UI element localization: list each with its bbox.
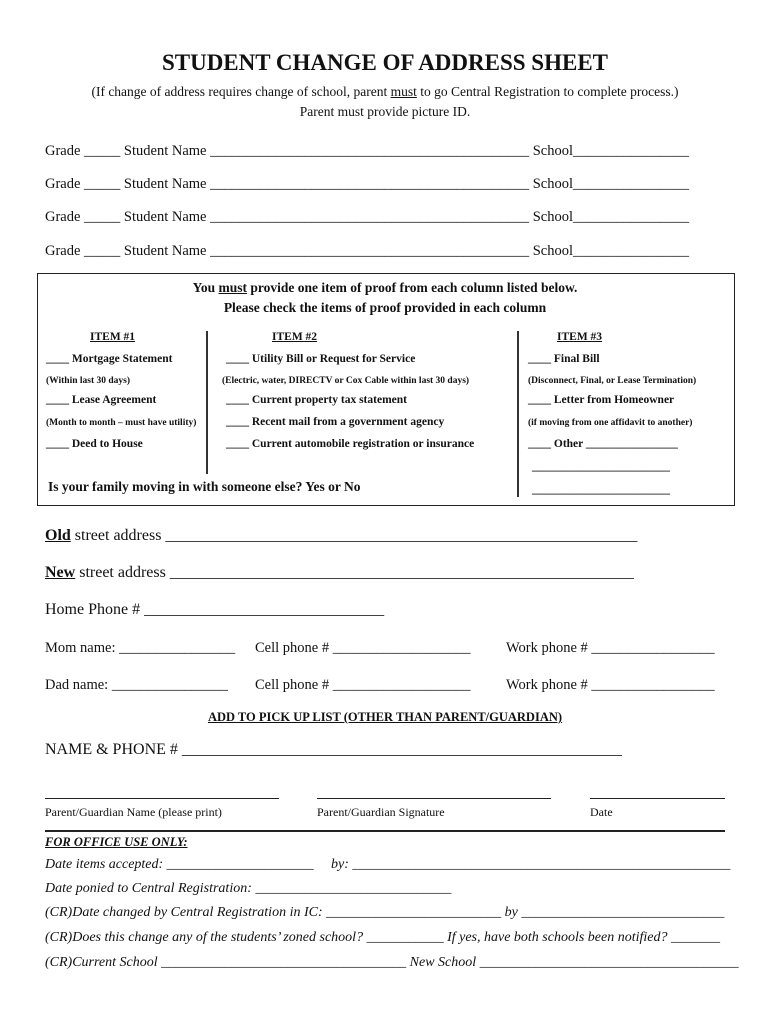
col2-item-mail[interactable]: ____ Recent mail from a government agency	[226, 416, 445, 428]
col1-item-lease[interactable]: ____ Lease Agreement	[46, 394, 157, 406]
proof-heading-2: Please check the items of proof provided in each column	[223, 300, 547, 315]
subtitle-line-1: (If change of address requires change of school, parent must to go Central Registration to complete process.)	[91, 84, 679, 99]
guardian-signature-label: Parent/Guardian Signature	[317, 805, 445, 819]
office-accepted-by[interactable]: by: ______________________________________________________	[331, 857, 731, 872]
col2-item-utility-note: (Electric, water, DIRECTV or Cox Cable within last 30 days)	[222, 376, 470, 386]
col3-item-other[interactable]: ____ Other ________________	[528, 438, 678, 450]
office-date-changed[interactable]: (CR)Date changed by Central Registration in IC: _________________________ by _____________________________	[45, 905, 725, 920]
guardian-name-rule[interactable]	[45, 798, 279, 799]
old-address-line[interactable]: Old street address ___________________________________________________________	[45, 527, 638, 544]
pickup-name-phone-line[interactable]: NAME & PHONE # _______________________________________________________	[45, 741, 622, 758]
col3-blank-2[interactable]: ________________________	[532, 484, 670, 496]
mom-work-field[interactable]: Work phone # _________________	[506, 640, 715, 656]
col1-item-mortgage-note: (Within last 30 days)	[46, 376, 131, 386]
office-schools[interactable]: (CR)Current School ___________________________________ New School _____________________________________	[45, 955, 739, 970]
pickup-heading: ADD TO PICK UP LIST (OTHER THAN PARENT/GUARDIAN)	[207, 710, 563, 724]
col1-item-lease-note: (Month to month – must have utility)	[46, 418, 197, 428]
student-row-2[interactable]: Grade _____ Student Name ____________________________________________ School________________	[45, 176, 690, 192]
dad-work-field[interactable]: Work phone # _________________	[506, 677, 715, 693]
student-row-1[interactable]: Grade _____ Student Name ____________________________________________ School________________	[45, 143, 690, 159]
office-zoned-school[interactable]: (CR)Does this change any of the students’ zoned school? ___________ If yes, have both schools been notified? _______	[45, 930, 721, 945]
col2-header: ITEM #2	[272, 331, 318, 343]
col3-item-letter[interactable]: ____ Letter from Homeowner	[528, 394, 675, 406]
col1-header: ITEM #1	[90, 331, 136, 343]
col1-item-deed[interactable]: ____ Deed to House	[46, 438, 143, 450]
student-row-3[interactable]: Grade _____ Student Name ____________________________________________ School________________	[45, 209, 690, 225]
column-divider-2	[517, 331, 519, 497]
col1-item-mortgage[interactable]: ____ Mortgage Statement	[46, 353, 173, 365]
office-date-cr[interactable]: Date ponied to Central Registration: ____________________________	[45, 881, 452, 896]
column-divider-1	[206, 331, 208, 474]
dad-name-field[interactable]: Dad name: ________________	[45, 677, 228, 693]
mom-name-field[interactable]: Mom name: ________________	[45, 640, 236, 656]
col2-item-auto[interactable]: ____ Current automobile registration or insurance	[226, 438, 475, 450]
col2-item-utility[interactable]: ____ Utility Bill or Request for Service	[226, 353, 416, 365]
page-title: STUDENT CHANGE OF ADDRESS SHEET	[161, 50, 609, 75]
date-rule[interactable]	[590, 798, 725, 799]
office-divider	[45, 830, 725, 832]
mom-cell-field[interactable]: Cell phone # ___________________	[255, 640, 471, 656]
col3-header: ITEM #3	[557, 331, 603, 343]
guardian-signature-rule[interactable]	[317, 798, 551, 799]
col2-item-tax[interactable]: ____ Current property tax statement	[226, 394, 407, 406]
date-label: Date	[590, 805, 613, 819]
col3-item-final-bill[interactable]: ____ Final Bill	[528, 353, 600, 365]
dad-cell-field[interactable]: Cell phone # ___________________	[255, 677, 471, 693]
new-address-line[interactable]: New street address __________________________________________________________	[45, 564, 634, 581]
proof-heading-1: You must provide one item of proof from each column listed below.	[192, 280, 578, 295]
office-heading: FOR OFFICE USE ONLY:	[45, 835, 188, 849]
col3-item-final-bill-note: (Disconnect, Final, or Lease Termination)	[528, 376, 697, 386]
student-row-4[interactable]: Grade _____ Student Name ____________________________________________ School________________	[45, 243, 690, 259]
office-date-accepted[interactable]: Date items accepted: _____________________	[45, 857, 314, 872]
moving-question[interactable]: Is your family moving in with someone else? Yes or No	[48, 479, 361, 494]
col3-item-letter-note: (if moving from one affidavit to another)	[528, 418, 693, 428]
subtitle-line-2: Parent must provide picture ID.	[299, 104, 471, 119]
guardian-name-label: Parent/Guardian Name (please print)	[45, 805, 222, 819]
home-phone-line[interactable]: Home Phone # ______________________________	[45, 601, 385, 618]
col3-blank-1[interactable]: ________________________	[532, 461, 670, 473]
